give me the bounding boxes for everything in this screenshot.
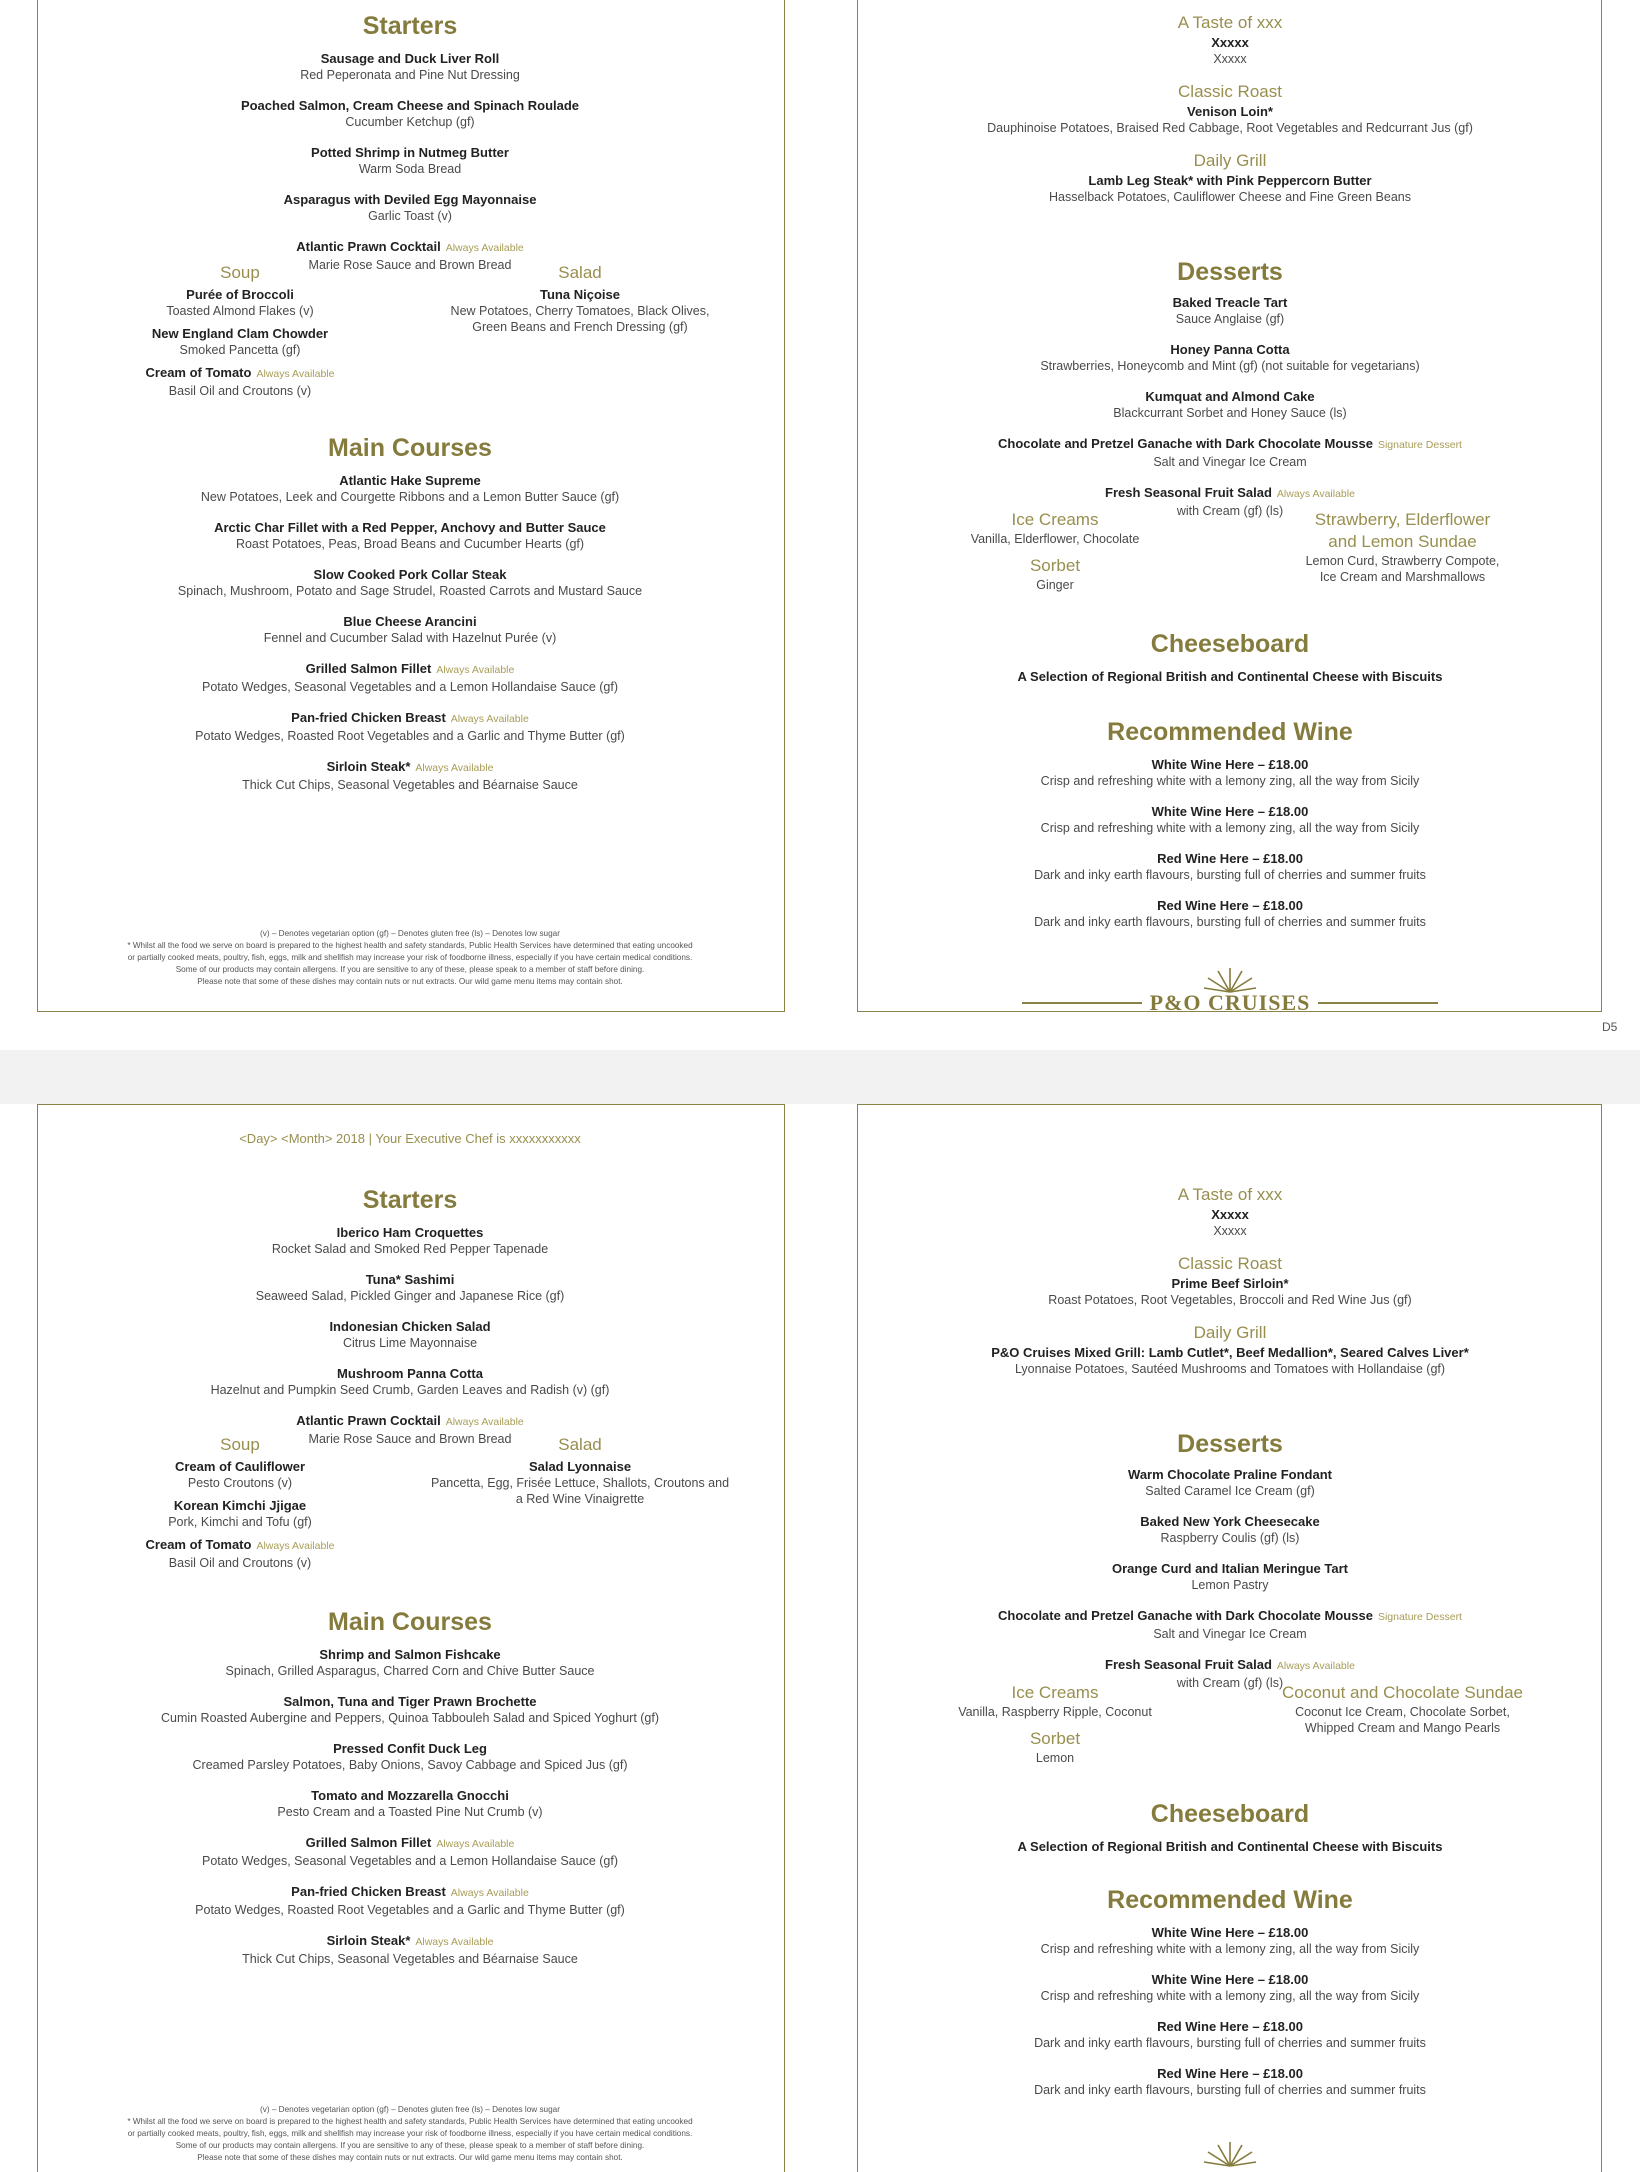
always-available-tag: Always Available [450,713,529,725]
divider [1318,1002,1438,1004]
ice-cream-section: Ice Creams Vanilla, Elderflower, Chocolate Sorbet Ginger [970,510,1140,592]
wine-section: Recommended Wine White Wine Here – £18.00 Crisp and refreshing white with a lemony zing, all the way from Sicily White Wine Here – £18.00 Crisp and refreshing white with a lemony zing, all the way from Sicily Red Wine Here – £18.00 Dark and inky earth flavours, bursting full of cherries and summer fruits Red Wine Here – £18.00 Dark and inky earth flavours, bursting full of cherries and summer fruits [860,1884,1600,2098]
section-subtitle: Soup [220,263,260,282]
section-subtitle: Salad [558,263,602,282]
menu-item: Salmon, Tuna and Tiger Prawn Brochette Cumin Roasted Aubergine and Peppers, Quinoa Tabbouleh Salad and Spiced Yoghurt (gf) [160,1694,660,1725]
sun-star-icon [1200,2140,1260,2168]
menu-item: Sirloin Steak* Always Available Thick Cut Chips, Seasonal Vegetables and Béarnaise Sauce [242,759,578,792]
menu-item: Atlantic Prawn Cocktail Always Available Marie Rose Sauce and Brown Bread [296,1413,524,1446]
section-title: Main Courses [328,434,492,462]
desserts-section: Desserts Warm Chocolate Praline Fondant Salted Caramel Ice Cream (gf) Baked New York Cheesecake Raspberry Coulis (gf) (ls) Orange Curd and Italian Meringue Tart Lemon Pastry Chocolate and Pretzel Ganache with Dark Chocolate Mousse Signature Dessert Salt and Vinegar Ice Cream Fresh Seasonal Fruit Salad Always Available with Cream (gf) (ls) [860,1428,1600,1691]
menu-item: Kumquat and Almond Cake Blackcurrant Sorbet and Honey Sauce (ls) [1113,389,1347,420]
always-available-tag: Always Available [415,762,494,774]
menu-sheet-top [0,0,1640,1050]
menu-item: Blue Cheese Arancini Fennel and Cucumber Salad with Hazelnut Purée (v) [263,614,557,645]
menu-item: Poached Salmon, Cream Cheese and Spinach Roulade Cucumber Ketchup (gf) [240,98,580,129]
menu-item: Pan-fried Chicken Breast Always Available Potato Wedges, Roasted Root Vegetables and a Garlic and Thyme Butter (gf) [195,710,625,743]
soup-section: Soup Cream of Cauliflower Pesto Croutons (v) Korean Kimchi Jjigae Pork, Kimchi and Tofu (gf) Cream of Tomato Always Available Basil Oil and Croutons (v) [120,1434,360,1571]
menu-item: Mushroom Panna Cotta Hazelnut and Pumpkin Seed Crumb, Garden Leaves and Radish (v) (gf) [210,1366,610,1397]
wine-item: White Wine Here – £18.00 Crisp and refreshing white with a lemony zing, all the way from Sicily [1040,804,1420,835]
starters-section [40,1184,780,1447]
menu-item: Cream of Cauliflower Pesto Croutons (v) [174,1459,306,1490]
dietary-footnote: (v) – Denotes vegetarian option (gf) – Denotes gluten free (ls) – Denotes low sugar * Whilst all the food we serve on board is prepared to the highest health and safety standards, Public Health Services have determined that eating uncooked or partially cooked meats, poultry, fish, eggs, milk and shellfish may increase your risk of foodborne illness, especially if you have certain medical conditions. Some of our products may contain allergens. If you are sensitive to any of these, please speak to a member of staff before dining. Please note that some of these dishes may contain nuts or nut extracts. Our wild game menu items may contain shot. [127,2105,693,2162]
specials-section: A Taste of xxx Xxxxx Xxxxx Classic Roast Prime Beef Sirloin* Roast Potatoes, Root Vegetables, Broccoli and Red Wine Jus (gf) Daily Grill P&O Cruises Mixed Grill: Lamb Cutlet*, Beef Medallion*, Seared Calves Liver* Lyonnaise Potatoes, Sautéed Mushrooms and Tomatoes with Hollandaise (gf) [991,1185,1469,1376]
desserts-section [860,256,1600,519]
sheet-gap [0,1050,1640,1104]
menu-item: Tomato and Mozzarella Gnocchi Pesto Cream and a Toasted Pine Nut Crumb (v) [277,1788,543,1819]
menu-item: Chocolate and Pretzel Ganache with Dark Chocolate Mousse Signature Dessert Salt and Vinegar Ice Cream [998,1608,1462,1641]
always-available-tag: Always Available [1276,1660,1355,1672]
menu-item: New England Clam Chowder Smoked Pancetta (gf) [151,326,329,357]
salad-section: Salad Salad Lyonnaise Pancetta, Egg, Frisée Lettuce, Shallots, Croutons and a Red Wine Vinaigrette [425,1434,735,1507]
menu-item: Iberico Ham Croquettes Rocket Salad and Smoked Red Pepper Tapenade [271,1225,549,1256]
menu-item: Atlantic Prawn Cocktail Always Available Marie Rose Sauce and Brown Bread [296,239,524,272]
section-subtitle: Daily Grill [1193,151,1267,170]
menu-item: Honey Panna Cotta Strawberries, Honeycomb and Mint (gf) (not suitable for vegetarians) [1040,342,1420,373]
menu-item: Tuna* Sashimi Seaweed Salad, Pickled Ginger and Japanese Rice (gf) [255,1272,565,1303]
menu-item: Slow Cooked Pork Collar Steak Spinach, Mushroom, Potato and Sage Strudel, Roasted Carrots and Mustard Sauce [177,567,643,598]
menu-item: Tuna Niçoise New Potatoes, Cherry Tomatoes, Black Olives, Green Beans and French Dressing (gf) [450,287,710,334]
section-title: Starters [362,12,458,40]
always-available-tag: Always Available [415,1936,494,1948]
menu-item: Warm Chocolate Praline Fondant Salted Caramel Ice Cream (gf) [1128,1467,1332,1498]
wine-item: Red Wine Here – £18.00 Dark and inky earth flavours, bursting full of cherries and summer fruits [1034,2019,1426,2050]
menu-sheet-bottom [0,1104,1640,2172]
section-title: Starters [362,1186,458,1214]
menu-item: Potted Shrimp in Nutmeg Butter Warm Soda Bread [311,145,509,176]
sundae-section: Coconut and Chocolate Sundae Coconut Ice Cream, Chocolate Sorbet, Whipped Cream and Mango Pearls [1281,1683,1523,1735]
soup-section [120,262,360,399]
salad-section [440,262,720,335]
section-title: Main Courses [328,1608,492,1636]
menu-item: Salad Lyonnaise Pancetta, Egg, Frisée Lettuce, Shallots, Croutons and a Red Wine Vinaigrette [430,1459,730,1506]
always-available-tag: Always Available [445,1416,524,1428]
cheeseboard-section: Cheeseboard A Selection of Regional British and Continental Cheese with Biscuits [1017,630,1443,684]
always-available-tag: Always Available [436,1838,515,1850]
menu-item: Fresh Seasonal Fruit Salad Always Available with Cream (gf) (ls) [1105,1657,1355,1690]
main-courses-section [40,432,780,793]
wine-item: White Wine Here – £18.00 Crisp and refreshing white with a lemony zing, all the way from Sicily [1040,1925,1420,1956]
always-available-tag: Always Available [445,242,524,254]
wine-item: Red Wine Here – £18.00 Dark and inky earth flavours, bursting full of cherries and summer fruits [1034,898,1426,929]
ice-cream-section: Ice Creams Vanilla, Raspberry Ripple, Coconut Sorbet Lemon [958,1683,1152,1765]
menu-item: Pressed Confit Duck Leg Creamed Parsley Potatoes, Baby Onions, Savoy Cabbage and Spiced Jus (gf) [192,1741,628,1772]
always-available-tag: Always Available [1276,488,1355,500]
menu-item: Baked Treacle Tart Sauce Anglaise (gf) [1172,295,1288,326]
menu-item: Sausage and Duck Liver Roll Red Peperonata and Pine Nut Dressing [300,51,520,82]
section-subtitle: Classic Roast [1178,82,1282,101]
always-available-tag: Always Available [436,664,515,676]
menu-item: Pan-fried Chicken Breast Always Available Potato Wedges, Roasted Root Vegetables and a Garlic and Thyme Butter (gf) [195,1884,625,1917]
menu-item: Cream of Tomato Always Available Basil Oil and Croutons (v) [145,1537,335,1570]
signature-dessert-tag: Signature Dessert [1377,1611,1462,1623]
main-courses-section [40,1606,780,1967]
always-available-tag: Always Available [256,1540,335,1552]
section-title: Desserts [1177,258,1283,286]
page-code: D5 [1602,1020,1618,1034]
menu-item: Indonesian Chicken Salad Citrus Lime Mayonnaise [329,1319,491,1350]
wine-item: White Wine Here – £18.00 Crisp and refreshing white with a lemony zing, all the way from Sicily [1040,757,1420,788]
wine-item: Red Wine Here – £18.00 Dark and inky earth flavours, bursting full of cherries and summer fruits [1034,851,1426,882]
menu-item: Korean Kimchi Jjigae Pork, Kimchi and Tofu (gf) [168,1498,312,1529]
menu-item: Purée of Broccoli Toasted Almond Flakes (v) [166,287,314,318]
chef-header: <Day> <Month> 2018 | Your Executive Chef is xxxxxxxxxxx [239,1131,581,1146]
signature-dessert-tag: Signature Dessert [1377,439,1462,451]
divider [1022,1002,1142,1004]
menu-item: Sirloin Steak* Always Available Thick Cut Chips, Seasonal Vegetables and Béarnaise Sauce [242,1933,578,1966]
section-subtitle: A Taste of xxx [1177,13,1283,32]
brand-logo: P&O CRUISES [860,966,1600,1016]
wine-item: Red Wine Here – £18.00 Dark and inky earth flavours, bursting full of cherries and summer fruits [1034,2066,1426,2097]
starters-section [40,10,780,273]
menu-item: Asparagus with Deviled Egg Mayonnaise Garlic Toast (v) [283,192,537,223]
menu-item: Atlantic Hake Supreme New Potatoes, Leek and Courgette Ribbons and a Lemon Butter Sauce (gf) [200,473,620,504]
cheeseboard-section: Cheeseboard A Selection of Regional British and Continental Cheese with Biscuits [1017,1800,1443,1854]
menu-item: Grilled Salmon Fillet Always Available Potato Wedges, Seasonal Vegetables and a Lemon Hollandaise Sauce (gf) [201,661,619,694]
menu-item: Fresh Seasonal Fruit Salad Always Available with Cream (gf) (ls) [1105,485,1355,518]
menu-item: Arctic Char Fillet with a Red Pepper, Anchovy and Butter Sauce Roast Potatoes, Peas, Broad Beans and Cucumber Hearts (gf) [214,520,606,551]
menu-item: Orange Curd and Italian Meringue Tart Lemon Pastry [1112,1561,1348,1592]
menu-item: Grilled Salmon Fillet Always Available Potato Wedges, Seasonal Vegetables and a Lemon Hollandaise Sauce (gf) [201,1835,619,1868]
specials-section: A Taste of xxx Xxxxx Xxxxx Classic Roast Venison Loin* Dauphinoise Potatoes, Braised Red Cabbage, Root Vegetables and Redcurrant Jus (gf) Daily Grill Lamb Leg Steak* with Pink Peppercorn Butter Hasselback Potatoes, Cauliflower Cheese and Fine Green Beans [860,12,1600,205]
menu-item: Chocolate and Pretzel Ganache with Dark Chocolate Mousse Signature Dessert Salt and Vinegar Ice Cream [998,436,1462,469]
wine-item: White Wine Here – £18.00 Crisp and refreshing white with a lemony zing, all the way from Sicily [1040,1972,1420,2003]
menu-item: Cream of Tomato Always Available Basil Oil and Croutons (v) [145,365,335,398]
always-available-tag: Always Available [256,368,335,380]
always-available-tag: Always Available [450,1887,529,1899]
dietary-footnote: (v) – Denotes vegetarian option (gf) – Denotes gluten free (ls) – Denotes low sugar * Whilst all the food we serve on board is prepared to the highest health and safety standards, Public Health Services have determined that eating uncooked or partially cooked meats, poultry, fish, eggs, milk and shellfish may increase your risk of foodborne illness, especially if you have certain medical conditions. Some of our products may contain allergens. If you are sensitive to any of these, please speak to a member of staff before dining. Please note that some of these dishes may contain nuts or nut extracts. Our wild game menu items may contain shot. [127,929,693,986]
menu-item: Shrimp and Salmon Fishcake Spinach, Grilled Asparagus, Charred Corn and Chive Butter Sauce [225,1647,595,1678]
wine-section: Recommended Wine White Wine Here – £18.00 Crisp and refreshing white with a lemony zing, all the way from Sicily White Wine Here – £18.00 Crisp and refreshing white with a lemony zing, all the way from Sicily Red Wine Here – £18.00 Dark and inky earth flavours, bursting full of cherries and summer fruits Red Wine Here – £18.00 Dark and inky earth flavours, bursting full of cherries and summer fruits [860,716,1600,930]
brand-logo-partial [860,2140,1600,2168]
menu-item: Baked New York Cheesecake Raspberry Coulis (gf) (ls) [1140,1514,1320,1545]
sundae-section: Strawberry, Elderflower and Lemon Sundae Lemon Curd, Strawberry Compote, Ice Cream and Marshmallows [1305,510,1500,584]
